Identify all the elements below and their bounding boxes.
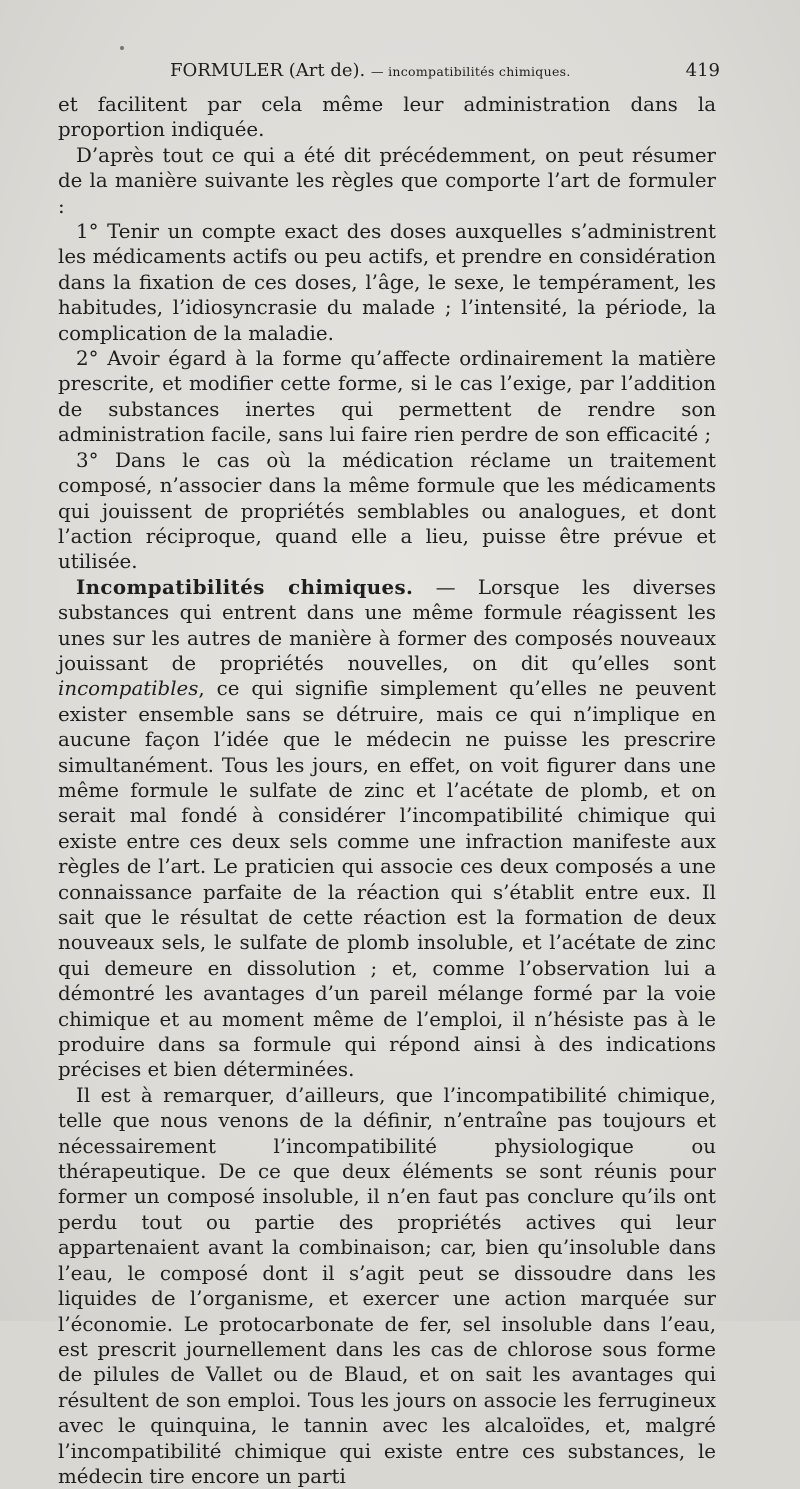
ink-speck (120, 46, 124, 50)
section-heading: Incompatibilités chimiques. (76, 574, 414, 599)
section-paragraph (58, 575, 716, 1083)
section-emphasis: incompatibles (58, 677, 199, 701)
final-paragraph: Il est à remarquer, d’ailleurs, que l’incompatibilité chimique, telle que nous venons de la définir, n’entraîne pas toujours et nécessairement l’incompatibilité physiologique ou thérapeutique. De ce que deux éléments se sont réunis pour former un composé insoluble, il n’en faut pas conclure qu’ils ont perdu tout ou partie des propriétés actives qui leur appartenaient avant la combinaison; car, bien qu’insoluble dans l’eau, le composé dont il s’agit peut se dissoudre dans les liquides de l’organisme, et exercer une action marquée sur l’économie. Le protocarbonate de fer, sel insoluble dans l’eau, est prescrit journellement dans les cas de chlorose sous forme de pilules de Vallet ou de Blaud, et on sait les avantages qui résultent de son emploi. Tous les jours on associe les ferrugineux avec le quinquina, le tannin avec les alcaloïdes, et, malgré l’incompatibilité chimique qui existe entre ces substances, le médecin tire encore un parti (58, 1083, 716, 1488)
section-title: — incompatibilités chimiques. (371, 64, 571, 79)
rule-2: 2° Avoir égard à la forme qu’affecte ordinairement la matière prescrite, et modifier cette forme, si le cas l’exige, par l’addition de substances inertes qui permettent de rendre son administration facile, sans lui faire rien perdre de son efficacité ; (58, 347, 716, 447)
paragraph-summary: D’après tout ce qui a été dit précédemment, on peut résumer de la manière suivante les règles que comporte l’art de formuler : (58, 143, 716, 218)
header-title (170, 60, 571, 81)
running-header (60, 60, 720, 86)
section-lead: — Lorsque les diverses substances qui entrent dans une même formule réagissent les unes sur les autres de manière à former des composés nouveaux jouissant de propriétés nouvelles, on dit qu’elles sont (58, 575, 716, 675)
rule-3: 3° Dans le cas où la médication réclame un traitement composé, n’associer dans la même formule que les médicaments qui jouissent de propriétés semblables ou analogues, et dont l’action réciproque, quand elle a lieu, puisse être prévue et utilisée. (58, 448, 716, 574)
running-title: FORMULER (Art de). (170, 60, 366, 81)
section-rest: , ce qui signifie simplement qu’elles ne peuvent exister ensemble sans se détruire, mais ce qui n’implique en aucune façon l’idée que le médecin ne puisse les prescrire simultanément. Tous les jours, en effet, on voit figurer dans une même formule le sulfate de zinc et l’acétate de plomb, et on serait mal fondé à considérer l’incompatibilité chimique qui existe entre ces deux sels comme une infraction manifeste aux règles de l’art. Le praticien qui associe ces deux composés a une connaissance parfaite de la réaction qui s’établit entre eux. Il sait que le résultat de cette réaction est la formation de deux nouveaux sels, le sulfate de plomb insoluble, et l’acétate de zinc qui demeure en dissolution ; et, comme l’observation lui a démontré les avantages d’un pareil mélange formé par la voie chimique et au moment même de l’emploi, il n’hésiste pas à le produire dans sa formule qui répond ainsi à des indications précises et bien déterminées. (58, 677, 716, 1082)
body-text (58, 92, 716, 1489)
paragraph-continuation: et facilitent par cela même leur administration dans la proportion indiquée. (58, 93, 716, 142)
rule-1: 1° Tenir un compte exact des doses auxquelles s’administrent les médicaments actifs ou peu actifs, et prendre en considération dans la fixation de ces doses, l’âge, le sexe, le tempérament, les habitudes, l’idiosyncrasie du malade ; l’intensité, la période, la complication de la maladie. (58, 220, 716, 345)
page-number: 419 (685, 60, 720, 81)
